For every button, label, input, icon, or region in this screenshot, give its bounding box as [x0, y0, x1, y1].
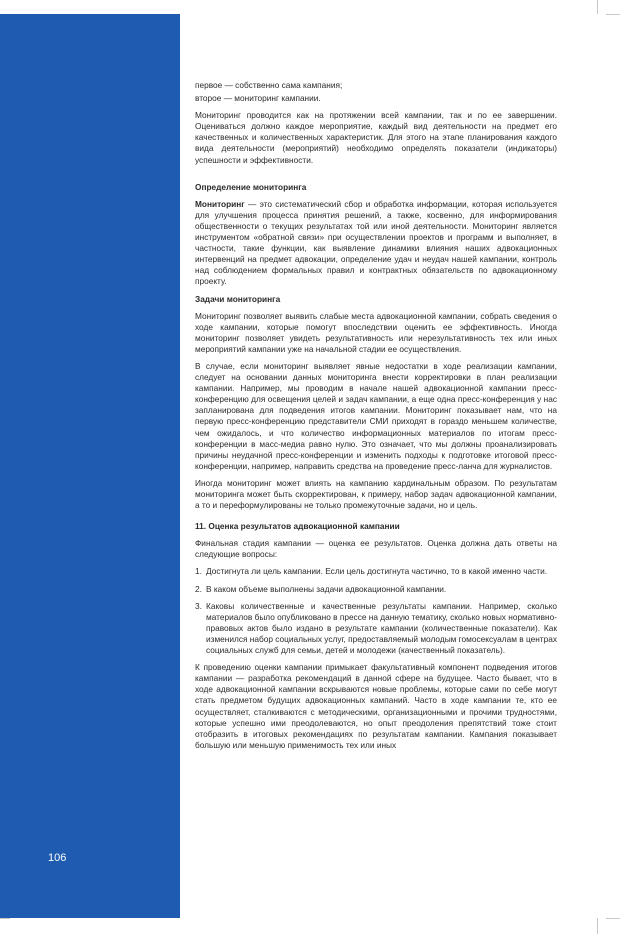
crop-mark-left-bottom [0, 918, 10, 919]
list-number: 3. [195, 600, 202, 611]
crop-mark-right-top [606, 14, 620, 15]
paragraph: Финальная стадия кампании — оценка ее результатов. Оценка должна дать ответы на следующие вопросы: [195, 538, 557, 560]
crop-mark-bottom [597, 918, 598, 934]
blue-sidebar [0, 14, 180, 918]
term-bold: Мониторинг [195, 198, 245, 209]
paragraph [195, 199, 557, 288]
list-item [195, 601, 557, 656]
list-text: Достигнута ли цель кампании. Если цель достигнута частично, то в какой именно части. [206, 566, 548, 577]
section-heading: 11. Оценка результатов адвокационной кампании [195, 521, 400, 532]
paragraph: К проведению оценки кампании примыкает факультативный компонент подведения итогов кампании — разработка рекомендаций в данной сфере на будущее. Часто бывает, что в ходе адвокационной кампании вскрываются новые проблемы, которые сами по себе могут стать предметом будущих адвокационных кампаний. Часто в ходе кампании те, кто ее осуществляет, сталкиваются с методическими, организационными и прочими трудностями, которые успешно ими преодолеваются, но опыт преодоления препятствий тоже стоит отобразить в итоговых рекомендациях по результатам кампании. Кампания показывает большую или меньшую применимость тех или иных [195, 662, 557, 750]
crop-mark-top [597, 0, 598, 14]
paragraph: Иногда мониторинг может влиять на кампанию кардинальным образом. По результатам мониторинга может быть скорректирован, к примеру, набор задач адвокационной кампании, а то и переформулированы не только промежуточные задачи, но и цель. [195, 477, 557, 511]
paragraph: Мониторинг проводится как на протяжении всей кампании, так и по ее завершении. Оцениваться должно каждое мероприятие, каждый вид деятельности на предмет его качественных и количественных характеристик. Для этого на этапе планирования каждого вида деятельности (мероприятий) необходимо определять показатели (индикаторы) успешности и эффективности. [195, 110, 557, 165]
crop-mark-right-bottom [606, 918, 620, 919]
list-item [195, 584, 557, 595]
list-number: 2. [195, 583, 202, 594]
paragraph: второе — мониторинг кампании. [195, 93, 321, 104]
paragraph: В случае, если мониторинг выявляет явные недостатки в ходе реализации кампании, следует на основании данных мониторинга внести корректировки в план реализации кампании. Например, мы проводим в начале нашей адвокационной кампании пресс-конференцию для освещения целей и задач кампании, а еще одна пресс-конференция у нас запланирована для подведения итогов кампании. Мониторинг показывает нам, что на первую пресс-конференцию представители СМИ приходят в гораздо меньшем количестве, чем ожидалось, и что количество информационных материалов по итогам пресс-конференции в масс-медиа равно нулю. Это означает, что мы должны проанализировать причины неудачной пресс-конференции и изменить подходы к подготовке итоговой пресс-конференции, например, направить средства на проведение пресс-ланча для журналистов. [195, 360, 557, 471]
paragraph-text: — это систематический сбор и обработка информации, которая используется для улучшения процесса принятия решений, а также, косвенно, для информирования общественности о текущих результатах той или иной деятельности. Мониторинг является инструментом «обратной связи» при осуществлении проектов и программ и выполняет, в частности, такие функции, как выявление динамики влияния наших адвокационных интервенций на предмет адвокации, определение удач и неудач нашей кампании, контроль над соблюдением формальных правил и контрактных обязательств по адвокационному проекту. [195, 198, 557, 287]
page-number: 106 [48, 852, 67, 864]
page-body [195, 80, 557, 757]
section-heading: Задачи мониторинга [195, 293, 281, 304]
list-item [195, 566, 557, 577]
section-heading: Определение мониторинга [195, 181, 307, 192]
paragraph: первое — собственно сама кампания; [195, 80, 343, 90]
paragraph: Мониторинг позволяет выявить слабые места адвокационной кампании, собрать сведения о ходе кампании, которые помогут впоследствии оценить ее эффективность. Иногда мониторинг позволяет увидеть результативность или нерезультативность тех или иных мероприятий кампании уже на начальной стадии ее осуществления. [195, 310, 557, 354]
list-number: 1. [195, 566, 202, 577]
list-text: Каковы количественные и качественные результаты кампании. Например, сколько материалов было опубликовано в прессе на данную тематику, сколько новых нормативно-правовых актов было издано в результате кампании (количественные показатели). Как изменился набор социальных услуг, предоставляемый молодым гомосексуалам в центрах социальных служб для семьи, детей и молодежи (качественный показатель). [206, 600, 557, 656]
list-text: В каком объеме выполнены задачи адвокационной кампании. [206, 583, 447, 594]
